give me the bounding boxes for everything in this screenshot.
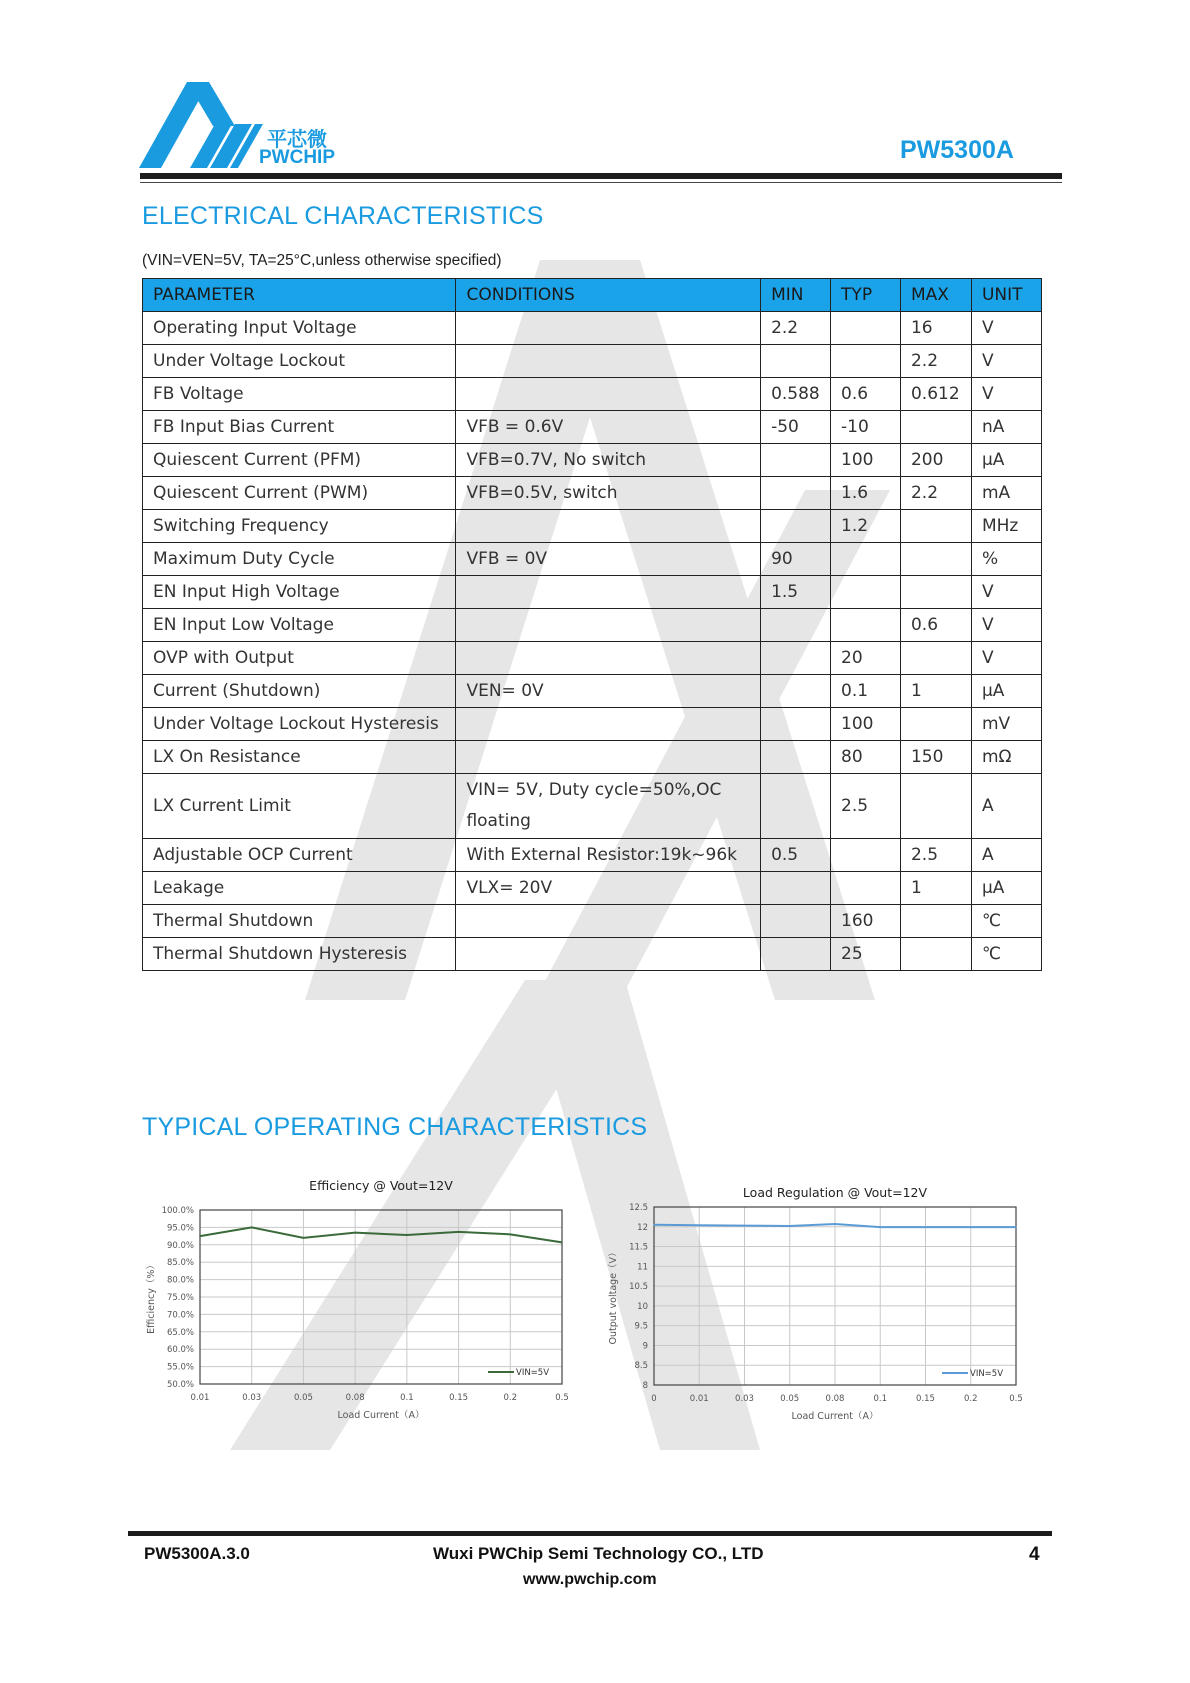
table-cell-min: 90 [761, 543, 831, 576]
table-cell-unit: V [971, 312, 1041, 345]
y-axis-label: Efficiency（%） [146, 1260, 157, 1334]
y-tick-label: 9 [642, 1341, 648, 1352]
table-cell-unit: mΩ [971, 741, 1041, 774]
table-cell-unit: V [971, 345, 1041, 378]
table-cell-parameter: LX Current Limit [143, 774, 456, 839]
data-point [970, 1226, 972, 1228]
table-cell-typ: 0.6 [831, 378, 901, 411]
y-tick-label: 8 [642, 1381, 648, 1391]
table-cell-min [761, 345, 831, 378]
x-tick-label: 0 [651, 1394, 657, 1404]
y-tick-label: 11.5 [629, 1242, 648, 1253]
table-row [143, 345, 1042, 378]
table-cell-typ: -10 [831, 411, 901, 444]
table-row [143, 444, 1042, 477]
table-cell-typ: 20 [831, 642, 901, 675]
table-cell-typ: 1.2 [831, 510, 901, 543]
x-tick-label: 0.2 [963, 1394, 978, 1404]
table-cell-typ [831, 543, 901, 576]
table-cell-max: 200 [900, 444, 971, 477]
table-cell-min [761, 774, 831, 839]
y-tick-label: 10 [637, 1301, 648, 1312]
table-row [143, 642, 1042, 675]
data-point [653, 1224, 655, 1226]
x-axis-label: Load Current（A） [337, 1410, 425, 1421]
table-cell-parameter: Operating Input Voltage [143, 312, 456, 345]
table-cell-min: -50 [761, 411, 831, 444]
footer-doc-id: PW5300A.3.0 [144, 1544, 250, 1563]
y-tick-label: 11 [637, 1262, 648, 1273]
table-cell-max: 16 [900, 312, 971, 345]
y-tick-label: 90.0% [166, 1240, 194, 1251]
part-number: PW5300A [900, 136, 1014, 164]
table-cell-conditions: With External Resistor:19k~96k [456, 839, 761, 872]
efficiency-chart [140, 1172, 580, 1432]
table-cell-unit: μA [971, 872, 1041, 905]
table-cell-min: 0.588 [761, 378, 831, 411]
table-cell-parameter: EN Input High Voltage [143, 576, 456, 609]
table-cell-min: 2.2 [761, 312, 831, 345]
table-row [143, 675, 1042, 708]
table-cell-parameter: Under Voltage Lockout [143, 345, 456, 378]
table-cell-conditions [456, 642, 761, 675]
data-point [458, 1231, 460, 1233]
data-point [1015, 1226, 1017, 1228]
table-cell-parameter: Quiescent Current (PFM) [143, 444, 456, 477]
table-cell-conditions: VFB=0.5V, switch [456, 477, 761, 510]
table-row [143, 543, 1042, 576]
table-cell-conditions: VFB = 0.6V [456, 411, 761, 444]
table-cell-typ [831, 839, 901, 872]
data-point [561, 1242, 563, 1244]
data-point [509, 1234, 511, 1236]
column-header: TYP [831, 279, 901, 312]
data-point [789, 1225, 791, 1227]
footer-website: www.pwchip.com [523, 1571, 657, 1588]
table-cell-unit: ℃ [971, 905, 1041, 938]
table-row [143, 905, 1042, 938]
table-cell-parameter: Switching Frequency [143, 510, 456, 543]
table-cell-conditions [456, 576, 761, 609]
data-point [925, 1226, 927, 1228]
x-tick-label: 0.1 [400, 1393, 414, 1403]
table-cell-typ: 1.6 [831, 477, 901, 510]
table-cell-typ [831, 345, 901, 378]
table-cell-parameter: Leakage [143, 872, 456, 905]
y-tick-label: 65.0% [166, 1327, 194, 1338]
table-cell-typ [831, 872, 901, 905]
table-cell-typ: 25 [831, 938, 901, 971]
table-cell-min: 0.5 [761, 839, 831, 872]
x-tick-label: 0.15 [449, 1393, 469, 1403]
table-cell-typ: 160 [831, 905, 901, 938]
table-cell-unit: A [971, 774, 1041, 839]
table-cell-unit: V [971, 378, 1041, 411]
table-row [143, 411, 1042, 444]
x-tick-label: 0.03 [735, 1394, 754, 1404]
x-tick-label: 0.5 [1009, 1394, 1023, 1404]
table-cell-max [900, 938, 971, 971]
table-cell-unit: % [971, 543, 1041, 576]
data-point [698, 1224, 700, 1226]
table-cell-max [900, 708, 971, 741]
table-cell-parameter: FB Input Bias Current [143, 411, 456, 444]
table-cell-parameter: Adjustable OCP Current [143, 839, 456, 872]
y-tick-label: 55.0% [166, 1362, 194, 1373]
logo-text-en: PWCHIP [259, 147, 335, 168]
pwchip-logo-mark [135, 78, 265, 170]
table-header-row [143, 279, 1042, 312]
table-cell-parameter: Thermal Shutdown Hysteresis [143, 938, 456, 971]
y-tick-label: 10.5 [629, 1282, 648, 1293]
data-point [303, 1237, 305, 1239]
table-cell-parameter: Maximum Duty Cycle [143, 543, 456, 576]
table-cell-max [900, 576, 971, 609]
table-cell-parameter: OVP with Output [143, 642, 456, 675]
table-cell-parameter: Under Voltage Lockout Hysteresis [143, 708, 456, 741]
table-cell-parameter: FB Voltage [143, 378, 456, 411]
table-cell-conditions [456, 510, 761, 543]
table-cell-min [761, 510, 831, 543]
table-cell-conditions: VIN= 5V, Duty cycle=50%,OC floating [456, 774, 761, 839]
table-cell-max [900, 905, 971, 938]
column-header: MIN [761, 279, 831, 312]
data-point [834, 1223, 836, 1225]
y-tick-label: 75.0% [166, 1293, 194, 1303]
y-tick-label: 80.0% [166, 1275, 194, 1286]
table-cell-min [761, 872, 831, 905]
x-tick-label: 0.1 [873, 1394, 888, 1404]
table-cell-typ [831, 312, 901, 345]
chart-title: Efficiency @ Vout=12V [309, 1178, 453, 1193]
table-cell-max [900, 411, 971, 444]
table-cell-min: 1.5 [761, 576, 831, 609]
table-cell-unit: ℃ [971, 938, 1041, 971]
series-line [200, 1227, 562, 1242]
legend-label: VIN=5V [970, 1369, 1004, 1379]
x-tick-label: 0.03 [242, 1393, 262, 1403]
table-cell-typ: 80 [831, 741, 901, 774]
column-header: CONDITIONS [456, 279, 761, 312]
table-cell-parameter: EN Input Low Voltage [143, 609, 456, 642]
x-tick-label: 0.01 [190, 1393, 210, 1403]
table-cell-unit: nA [971, 411, 1041, 444]
table-row [143, 510, 1042, 543]
table-cell-max: 0.6 [900, 609, 971, 642]
footer-page-number: 4 [1029, 1544, 1040, 1565]
x-tick-label: 0.05 [780, 1394, 800, 1404]
table-cell-unit: V [971, 576, 1041, 609]
y-tick-label: 12 [637, 1222, 648, 1233]
table-row [143, 741, 1042, 774]
table-cell-typ [831, 609, 901, 642]
x-tick-label: 0.05 [293, 1393, 313, 1403]
x-tick-label: 0.15 [916, 1394, 935, 1404]
table-cell-conditions: VFB = 0V [456, 543, 761, 576]
y-tick-label: 95.0% [166, 1223, 194, 1234]
legend-label: VIN=5V [516, 1368, 550, 1378]
table-cell-conditions [456, 312, 761, 345]
table-cell-parameter: Current (Shutdown) [143, 675, 456, 708]
x-tick-label: 0.01 [689, 1394, 709, 1404]
table-cell-max: 2.2 [900, 477, 971, 510]
y-tick-label: 100.0% [161, 1206, 194, 1216]
footer-company: Wuxi PWChip Semi Technology CO., LTD [433, 1544, 764, 1563]
data-point [199, 1235, 201, 1237]
data-point [879, 1226, 881, 1228]
table-cell-max [900, 774, 971, 839]
load-regulation-chart [602, 1175, 1042, 1435]
x-tick-label: 0.2 [503, 1393, 518, 1403]
table-row [143, 708, 1042, 741]
y-tick-label: 70.0% [166, 1310, 194, 1321]
footer-rule [128, 1531, 1052, 1536]
y-tick-label: 60.0% [166, 1345, 194, 1356]
table-cell-unit: A [971, 839, 1041, 872]
table-cell-conditions [456, 741, 761, 774]
column-header: PARAMETER [143, 279, 456, 312]
table-row [143, 477, 1042, 510]
table-cell-unit: MHz [971, 510, 1041, 543]
table-cell-min [761, 905, 831, 938]
x-tick-label: 0.5 [555, 1393, 569, 1403]
table-cell-typ: 100 [831, 444, 901, 477]
table-cell-unit: V [971, 609, 1041, 642]
column-header: MAX [900, 279, 971, 312]
table-row [143, 609, 1042, 642]
table-cell-conditions: VEN= 0V [456, 675, 761, 708]
table-row [143, 938, 1042, 971]
y-tick-label: 8.5 [634, 1361, 648, 1372]
table-cell-conditions [456, 708, 761, 741]
table-cell-unit: V [971, 642, 1041, 675]
y-tick-label: 85.0% [166, 1258, 194, 1269]
table-cell-parameter: Quiescent Current (PWM) [143, 477, 456, 510]
table-row [143, 839, 1042, 872]
table-cell-conditions [456, 378, 761, 411]
section-title-typical: TYPICAL OPERATING CHARACTERISTICS [142, 1113, 648, 1141]
table-cell-conditions [456, 905, 761, 938]
data-point [354, 1232, 356, 1234]
table-cell-max [900, 543, 971, 576]
x-tick-label: 0.08 [825, 1394, 845, 1404]
y-tick-label: 9.5 [634, 1321, 648, 1332]
section-title-electrical: ELECTRICAL CHARACTERISTICS [142, 202, 544, 230]
table-row [143, 576, 1042, 609]
table-cell-min [761, 444, 831, 477]
table-cell-unit: μA [971, 444, 1041, 477]
table-cell-typ: 0.1 [831, 675, 901, 708]
table-cell-min [761, 609, 831, 642]
table-cell-conditions: VFB=0.7V, No switch [456, 444, 761, 477]
table-cell-max: 1 [900, 872, 971, 905]
table-cell-min [761, 642, 831, 675]
header-rule-thin [140, 182, 1062, 183]
electrical-characteristics-table [142, 278, 1042, 971]
table-cell-max [900, 642, 971, 675]
table-cell-conditions [456, 609, 761, 642]
header-rule [140, 173, 1062, 179]
table-cell-conditions [456, 938, 761, 971]
table-cell-parameter: LX On Resistance [143, 741, 456, 774]
data-point [406, 1234, 408, 1236]
table-cell-max: 2.5 [900, 839, 971, 872]
table-cell-typ [831, 576, 901, 609]
table-cell-max: 0.612 [900, 378, 971, 411]
table-cell-min [761, 675, 831, 708]
logo-text-cn: 平芯微 [267, 127, 327, 151]
table-cell-conditions: VLX= 20V [456, 872, 761, 905]
table-cell-min [761, 477, 831, 510]
chart-title: Load Regulation @ Vout=12V [742, 1185, 928, 1200]
table-cell-min [761, 708, 831, 741]
table-cell-unit: μA [971, 675, 1041, 708]
conditions-note: (VIN=VEN=5V, TA=25°C,unless otherwise specified) [142, 252, 502, 269]
table-cell-max [900, 510, 971, 543]
table-cell-typ: 2.5 [831, 774, 901, 839]
x-tick-label: 0.08 [345, 1393, 365, 1403]
column-header: UNIT [971, 279, 1041, 312]
table-cell-conditions [456, 345, 761, 378]
table-cell-typ: 100 [831, 708, 901, 741]
table-cell-min [761, 938, 831, 971]
y-axis-label: Output voltage（V） [608, 1247, 619, 1345]
table-row [143, 312, 1042, 345]
data-point [744, 1225, 746, 1227]
table-row [143, 872, 1042, 905]
table-row [143, 774, 1042, 839]
table-row [143, 378, 1042, 411]
table-cell-unit: mV [971, 708, 1041, 741]
table-cell-min [761, 741, 831, 774]
data-point [251, 1227, 253, 1229]
table-cell-parameter: Thermal Shutdown [143, 905, 456, 938]
table-cell-max: 1 [900, 675, 971, 708]
table-cell-max: 150 [900, 741, 971, 774]
table-cell-unit: mA [971, 477, 1041, 510]
x-axis-label: Load Current（A） [791, 1411, 879, 1422]
y-tick-label: 50.0% [166, 1380, 194, 1390]
y-tick-label: 12.5 [629, 1203, 648, 1213]
table-cell-max: 2.2 [900, 345, 971, 378]
